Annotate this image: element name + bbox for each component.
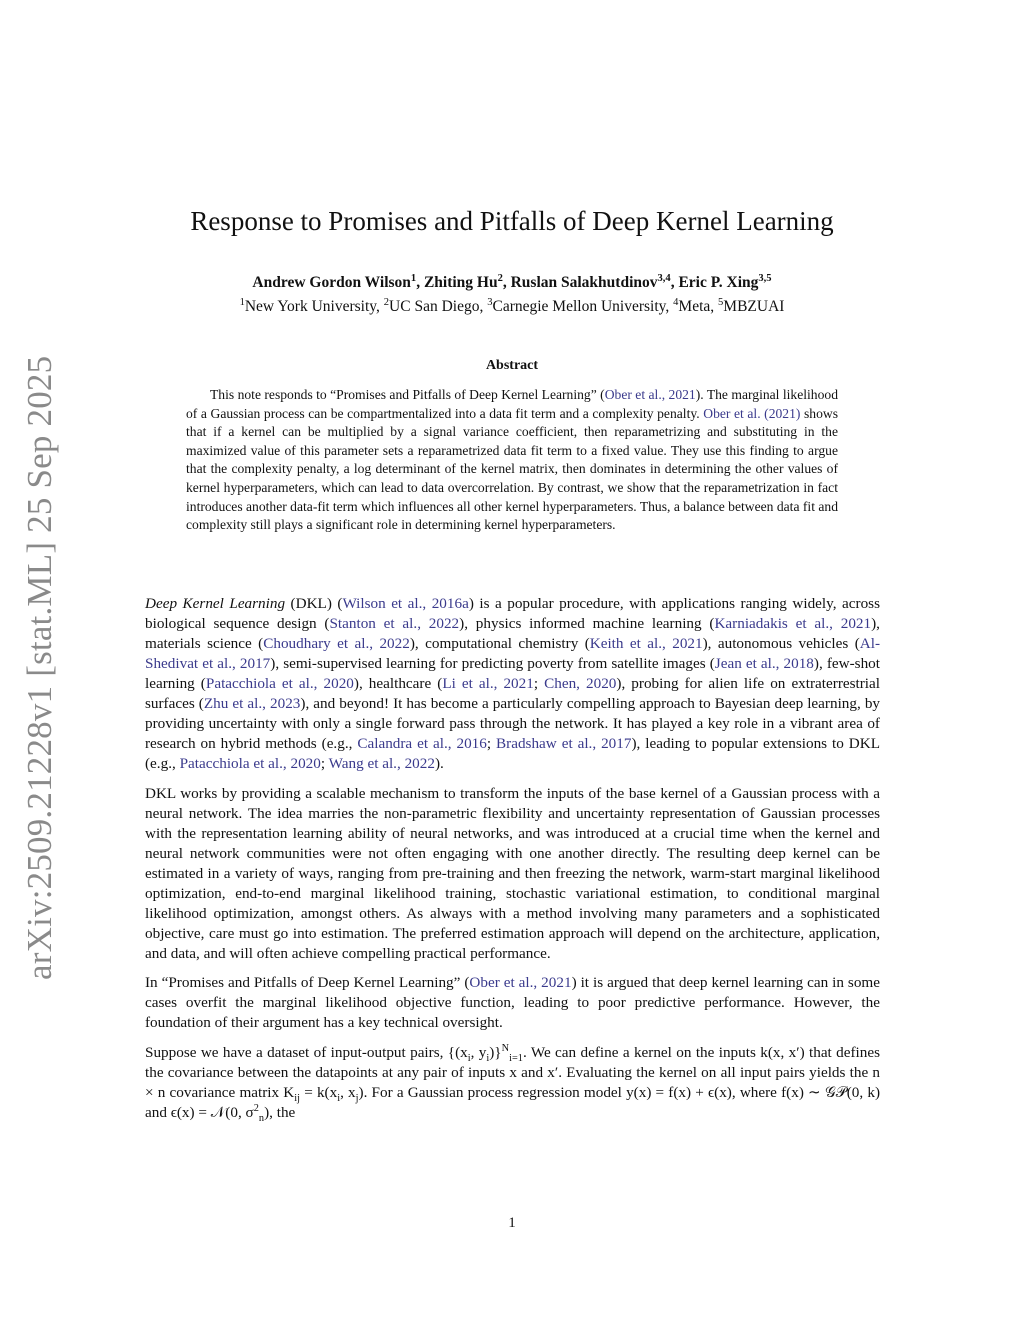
author-name: Ruslan Salakhutdinov — [510, 274, 658, 291]
citation-link[interactable]: Patacchiola et al., 2020 — [179, 755, 321, 772]
author-name: Eric P. Xing — [678, 274, 759, 291]
text-segment: , y — [470, 1043, 487, 1061]
citation-link[interactable]: Ober et al. (2021) — [703, 405, 801, 421]
text-segment: ) is a popular procedure, with applications ranging widely, across biological sequence design ( — [145, 595, 880, 632]
citation-link[interactable]: Ober et al., 2021 — [469, 974, 572, 991]
abstract-segment: This note responds to “Promises and Pitfalls of Deep Kernel Learning” ( — [210, 387, 605, 402]
text-segment: ), leading to popular extensions to DKL (e.g., — [145, 735, 880, 772]
page-number: 1 — [508, 1215, 516, 1231]
affiliation-name: Carnegie Mellon University — [492, 298, 666, 315]
text-segment: ), the — [264, 1103, 296, 1121]
paragraph-dkl-applications — [145, 594, 880, 774]
abstract-text — [186, 386, 838, 535]
text-segment: ). For a Gaussian process regression model y(x) = f(x) + ϵ(x), where f(x) ∼ 𝒢𝒫(0, k) and ϵ(x) = 𝒩(0, σ — [145, 1083, 881, 1121]
math-subscript: n — [258, 1112, 265, 1124]
math-subscript: i — [337, 1092, 341, 1104]
affiliation-mark: 2 — [383, 296, 390, 308]
body-text — [145, 594, 880, 1132]
paragraph-overfitting-claim — [145, 973, 880, 1033]
text-segment: (DKL) ( — [285, 595, 343, 612]
author-affiliation-mark: 3,4 — [657, 272, 671, 284]
citation-link[interactable]: Patacchiola et al., 2020 — [205, 675, 354, 692]
math-subscript: j — [355, 1092, 359, 1104]
affiliation-mark: 1 — [239, 296, 245, 308]
text-segment: ), physics informed machine learning ( — [459, 615, 715, 632]
citation-link[interactable]: Wang et al., 2022 — [328, 755, 435, 772]
citation-link[interactable]: Keith et al., 2021 — [589, 635, 703, 652]
affiliation-mark: 4 — [673, 296, 679, 308]
text-segment: ), computational chemistry ( — [409, 635, 590, 652]
text-segment: . We can define a kernel on the inputs k(x, x′) that defines the covariance between the datapoints at any pair of inputs x and x′. Evaluating the kernel on all input pairs yields the n × n covariance matrix K — [145, 1043, 881, 1101]
text-segment: ). — [434, 755, 444, 772]
text-segment: ), materials science ( — [145, 615, 880, 652]
math-superscript: N — [501, 1042, 510, 1054]
paragraph-gp-setup — [145, 1043, 880, 1123]
citation-link[interactable]: Bradshaw et al., 2017 — [496, 735, 632, 752]
citation-link[interactable]: Jean et al., 2018 — [714, 655, 814, 672]
math-subscript: i=1 — [509, 1052, 523, 1064]
math-subscript: ij — [294, 1092, 301, 1104]
text-segment: Suppose we have a dataset of input-output pairs, {(x — [145, 1043, 468, 1061]
citation-link[interactable]: Choudhary et al., 2022 — [263, 635, 410, 652]
abstract-segment: ). The marginal likelihood of a Gaussian process can be compartmentalized into a data fit term and a complexity penalty. — [186, 387, 838, 421]
author-list: Andrew Gordon Wilson$^1$, Zhiting Hu$^2$, Ruslan Salakhutdinov$^{3,4}$, Eric P. Xing$^{3,5}$ — [252, 272, 772, 291]
author-affiliation-mark: 1 — [410, 272, 417, 284]
math-superscript: 2 — [253, 1102, 259, 1114]
author-name: Zhiting Hu — [423, 274, 498, 291]
text-segment: ) it is argued that deep kernel learning can in some cases overfit the marginal likelihood objective function, leading to poor predictive performance. However, the foundation of their argument has a key technical oversight. — [145, 974, 880, 1031]
affiliation-name: UC San Diego — [389, 298, 480, 315]
text-segment: ), autonomous vehicles ( — [702, 635, 860, 652]
citation-link[interactable]: Li et al., 2021 — [442, 675, 534, 692]
citation-link[interactable]: Karniadakis et al., 2021 — [714, 615, 872, 632]
paragraph-dkl-mechanism: DKL works by providing a scalable mechanism to transform the inputs of the base kernel of a Gaussian process with a neural network. The idea marries the non-parametric flexibility and uncertainty representation of Gaussian processes with the representation learning ability of neural networks, and was introduced at a crucial time when the kernel and neural network communities were not often engaging with one another directly. The resulting deep kernel can be estimated in a variety of ways, ranging from pre-training and then freezing the network, warm-start marginal likelihood optimization, end-to-end marginal likelihood training, stochastic variational estimation, to conditional marginal likelihood optimization, amongst others. As always with a method involving many parameters and a sophisticated objective, care must go into estimation. The preferred estimation approach will depend on the architecture, application, and data, and will often achieve compelling practical performance. — [145, 784, 880, 962]
paper-title: Response to Promises and Pitfalls of Deep Kernel Learning — [190, 206, 834, 236]
text-segment: ), probing for alien life on extraterrestrial surfaces ( — [145, 675, 880, 712]
citation-link[interactable]: Zhu et al., 2023 — [203, 695, 301, 712]
text-segment: In “Promises and Pitfalls of Deep Kernel Learning” ( — [145, 974, 470, 991]
author-affiliation-mark: 2 — [497, 272, 503, 284]
abstract-heading: Abstract — [485, 358, 539, 373]
citation-link[interactable]: Chen, 2020 — [544, 675, 617, 692]
math-subscript: i — [486, 1052, 490, 1064]
affiliation-name: Meta — [678, 298, 711, 315]
emphasis-term: Deep Kernel Learning — [145, 595, 286, 612]
text-segment: ; — [320, 755, 329, 772]
author-affiliation-mark: 3,5 — [758, 272, 772, 284]
citation-link[interactable]: Stanton et al., 2022 — [329, 615, 460, 632]
affiliation-mark: 5 — [718, 296, 724, 308]
citation-link[interactable]: Calandra et al., 2016 — [357, 735, 487, 752]
text-segment: ; — [486, 735, 497, 752]
text-segment: ), semi-supervised learning for predicting poverty from satellite images ( — [270, 655, 715, 672]
text-segment: ; — [533, 675, 545, 692]
text-segment: , x — [340, 1083, 356, 1101]
arxiv-identifier: arXiv:2509.21228v1 [stat.ML] 25 Sep 2025 — [20, 355, 59, 980]
author-name: Andrew Gordon Wilson — [252, 274, 411, 291]
affiliation-list: $^1$New York University, $^2$UC San Diego, $^3$Carnegie Mellon University, $^4$Meta, $^5$MBZUAI — [239, 296, 785, 315]
text-segment: ), healthcare ( — [353, 675, 443, 692]
text-segment: ), few-shot learning ( — [145, 655, 880, 692]
affiliation-mark: 3 — [487, 296, 493, 308]
affiliation-name: MBZUAI — [723, 298, 785, 315]
math-subscript: i — [467, 1052, 471, 1064]
citation-link[interactable]: Ober et al., 2021 — [604, 387, 696, 402]
text-segment: )} — [489, 1043, 502, 1061]
citation-link[interactable]: Al-Shedivat et al., 2017 — [145, 635, 880, 672]
text-segment: ), and beyond! It has become a particularly compelling approach to Bayesian deep learning, by providing uncertainty with only a single forward pass through the network. It has played a key role in a vibrant area of research on hybrid methods (e.g., — [145, 695, 881, 752]
citation-link[interactable]: Wilson et al., 2016a — [342, 595, 469, 612]
abstract-segment: shows that if a kernel can be multiplied by a signal variance coefficient, then reparametrizing and substituting in the maximized value of this parameter sets a reparametrized data fit term to a fixed value. They use this finding to argue that the complexity penalty, a log determinant of the kernel matrix, then dominates in determining the other values of kernel hyperparameters, which can lead to data overcorrelation. By contrast, we show that the reparametrization in fact introduces another data-fit term which influences all other kernel hyperparameters. Thus, a balance between data fit and complexity still plays a significant role in determining kernel hyperparameters. — [186, 405, 838, 533]
affiliation-name: New York University — [244, 298, 377, 315]
text-segment: = k(x — [300, 1083, 338, 1101]
